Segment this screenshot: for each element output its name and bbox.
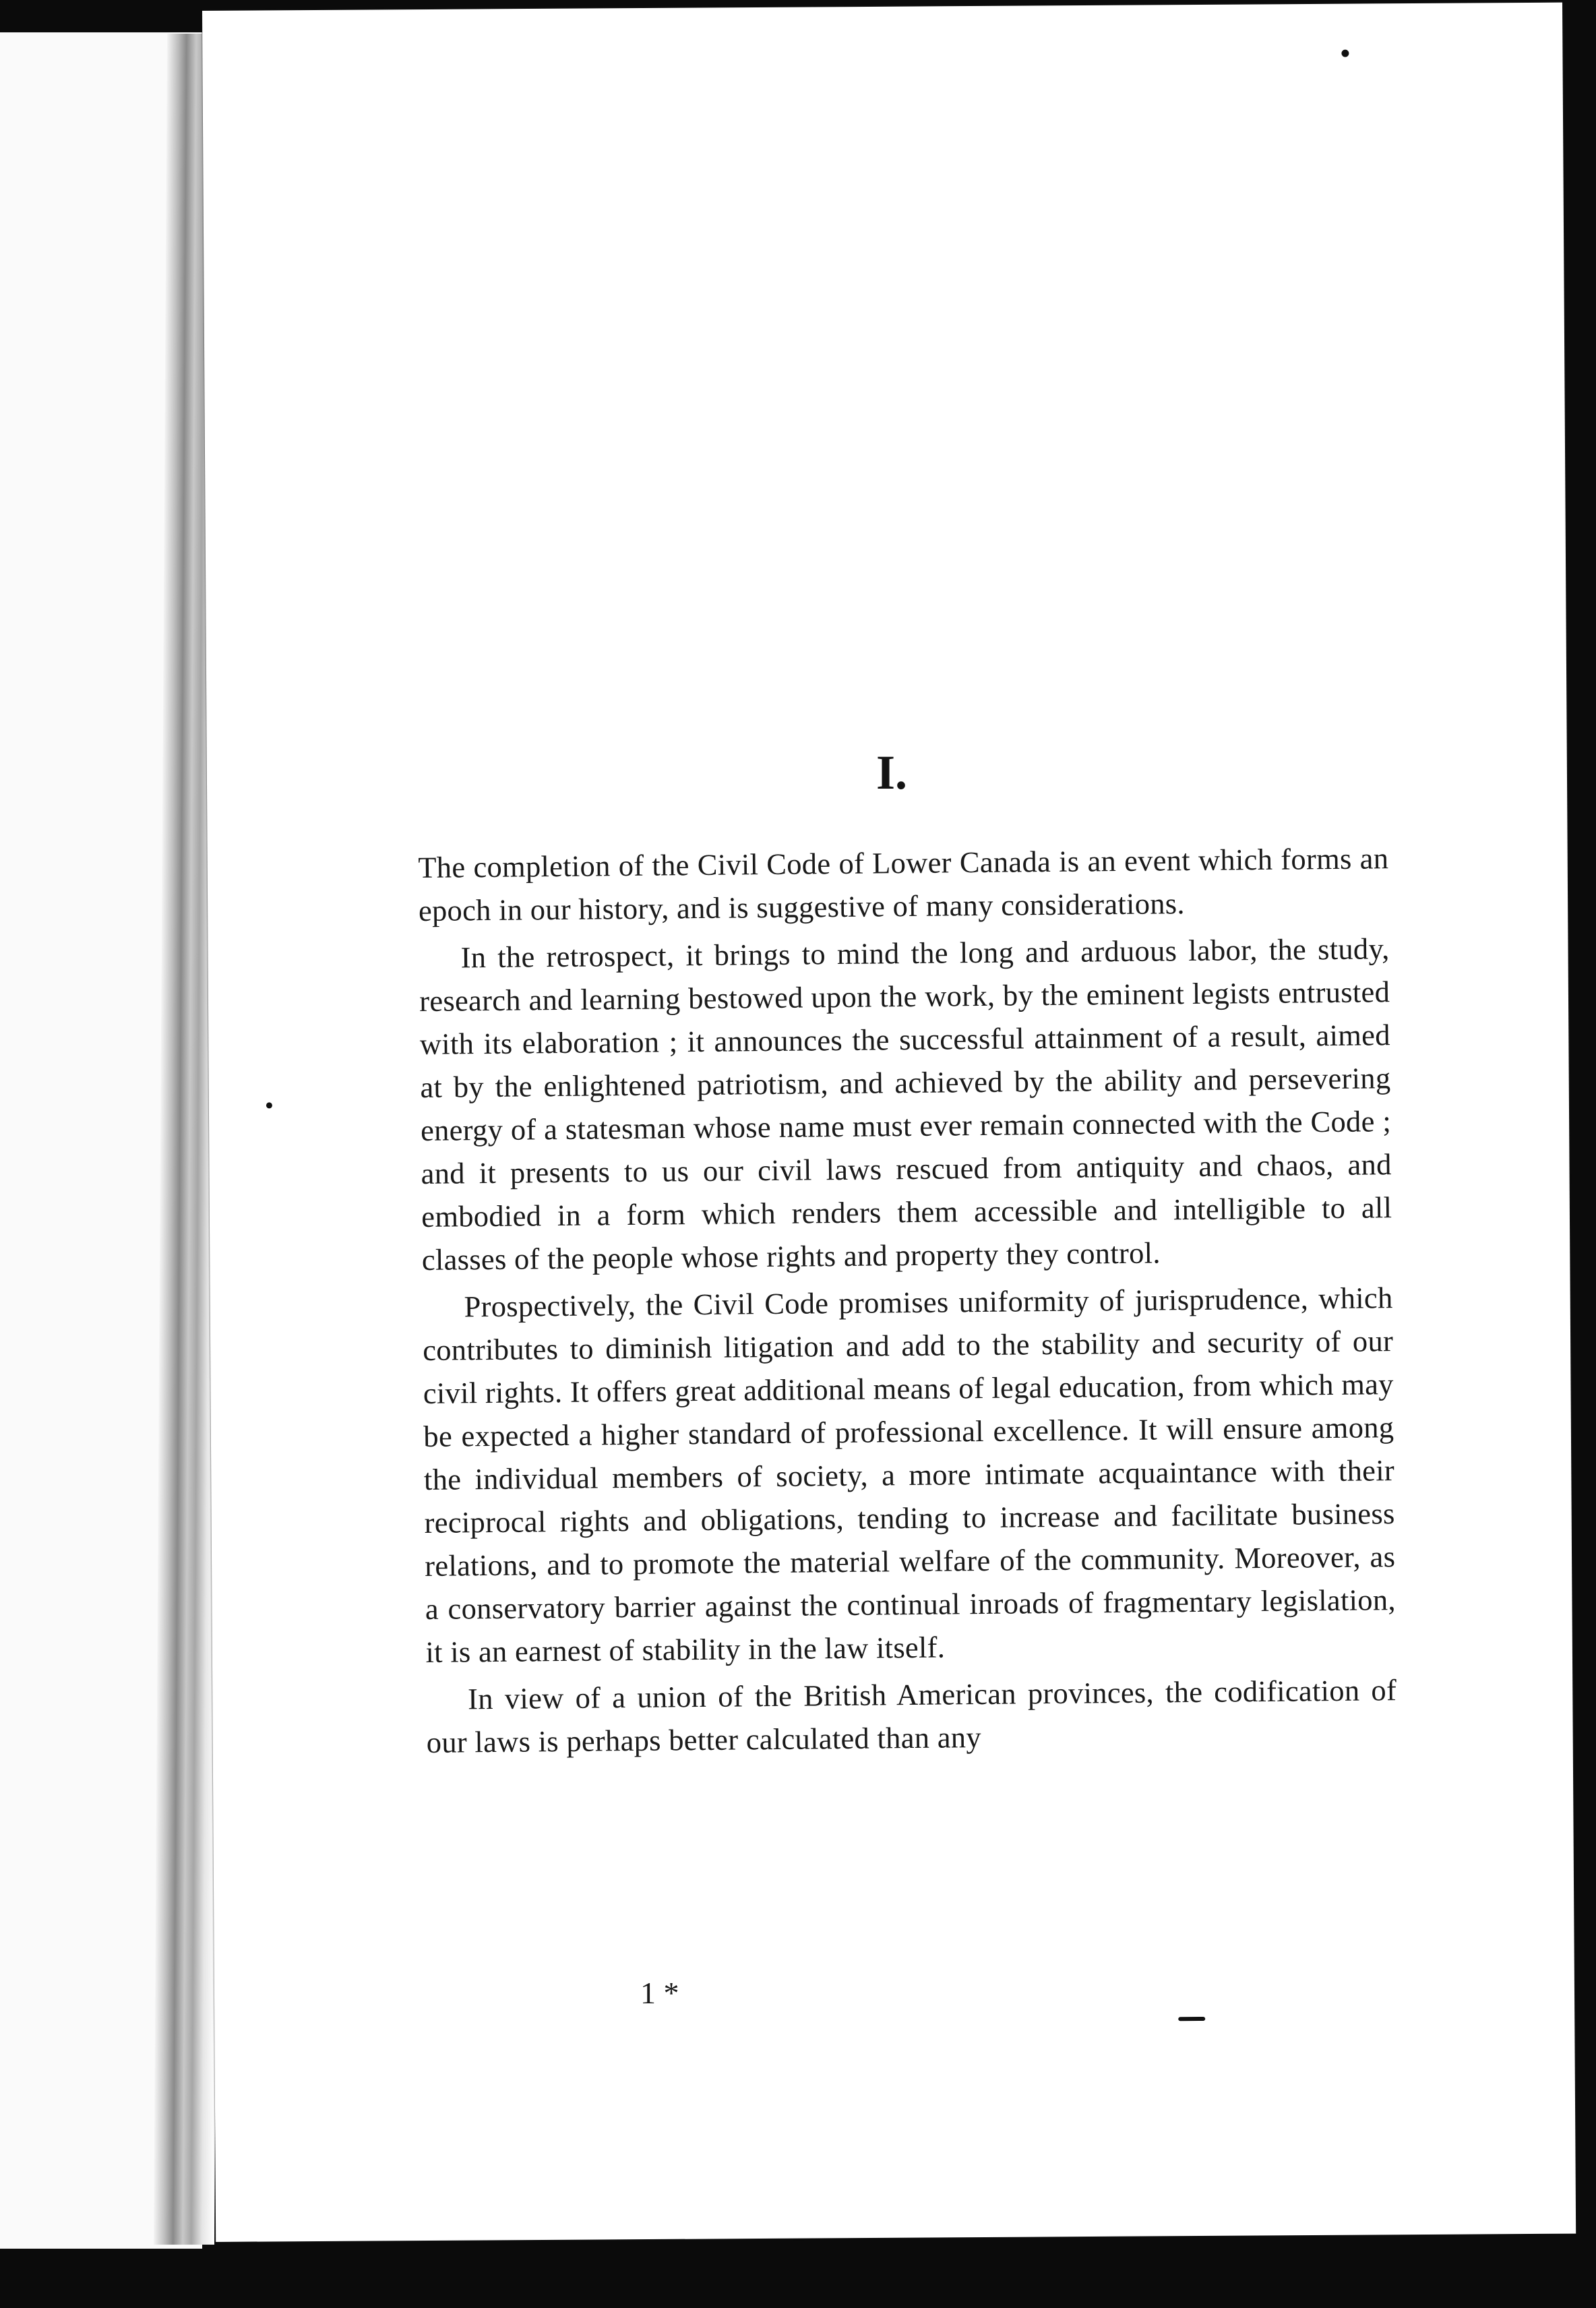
signature-mark: 1 * xyxy=(640,1976,679,2010)
ink-speck xyxy=(266,1102,272,1108)
paragraph: The completion of the Civil Code of Lower Canada is an event which forms an epoch in our history, and is suggestive of many considerations. xyxy=(418,841,1389,928)
paragraph: In the retrospect, it brings to mind the long and arduous labor, the study, research and learning bestowed upon the work, by the eminent legists entrusted with its elaboration ; it announces the successful attainment of a result, aimed at by the enlightened patriotism, and achieved by the ability and persevering energy of a statesman whose name must ever remain connected with the Code ; and it presents to us our civil laws rescued from antiquity and chaos, and embodied in a form which renders them accessible and intelligible to all classes of the people whose rights and property they control. xyxy=(419,932,1392,1277)
paragraph: Prospectively, the Civil Code promises uniformity of jurisprudence, which contributes to diminish litigation and add to the stability and security of our civil rights. It offers great additional means of legal education, from which may be expected a higher standard of professional excellence. It will ensure among the individual members of society, a more intimate acquaintance with their reciprocal rights and obligations, tending to increase and facilitate business relations, and to promote the material welfare of the community. Moreover, as a conservatory barrier against the continual inroads of fragmentary legislation, it is an earnest of stability in the law itself. xyxy=(422,1281,1396,1669)
paragraph: In view of a union of the British American provinces, the codification of our laws is perhaps better calculated than any xyxy=(426,1673,1397,1759)
body-text xyxy=(418,837,1397,1768)
ink-speck xyxy=(1178,2017,1205,2021)
chapter-number: I. xyxy=(876,746,908,799)
ink-speck xyxy=(1341,50,1349,57)
